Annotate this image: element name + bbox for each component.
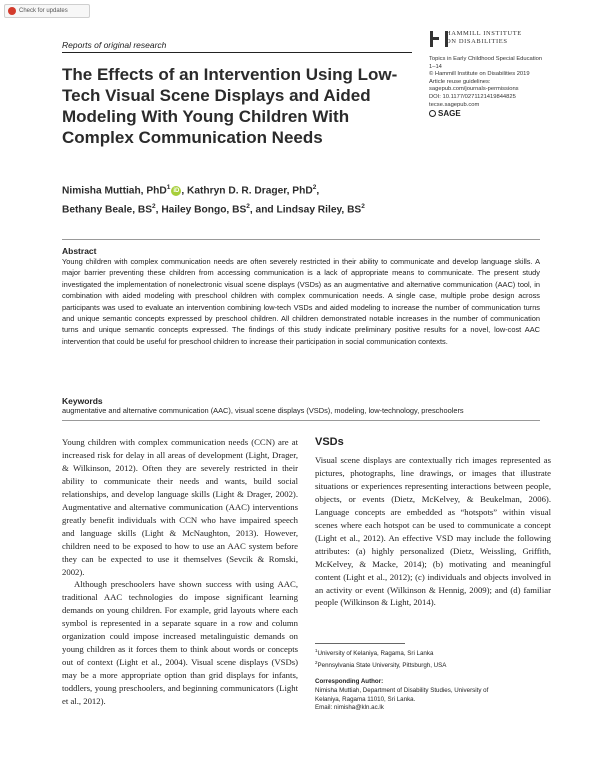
body-column-left xyxy=(62,436,298,708)
author-2-affiliation: 2 xyxy=(312,184,317,191)
copyright: © Hammill Institute on Disabilities 2019 xyxy=(429,71,530,78)
author-5: Lindsay Riley, BS xyxy=(276,204,362,216)
reuse-label: Article reuse guidelines: xyxy=(429,78,491,85)
footnotes xyxy=(315,647,551,713)
author-separator: , xyxy=(181,185,188,197)
affiliation-1 xyxy=(315,647,551,659)
author-3: Bethany Beale, BS xyxy=(62,204,153,216)
orcid-icon[interactable]: iD xyxy=(173,187,180,194)
header-divider xyxy=(62,52,412,53)
sage-label: SAGE xyxy=(438,109,461,119)
corresponding-author-line-1: Nimisha Muttiah, Department of Disability Studies, University of xyxy=(315,686,489,694)
publisher-logo xyxy=(429,30,522,48)
sage-logo xyxy=(429,110,569,118)
affiliation-2-marker: 2 xyxy=(315,659,318,665)
abstract-divider xyxy=(62,239,540,240)
check-for-updates-badge[interactable] xyxy=(4,4,90,18)
publication-info xyxy=(429,56,569,118)
corresponding-author-heading: Corresponding Author: xyxy=(315,678,384,686)
author-4-affiliation: 2 xyxy=(246,203,250,211)
author-5-affiliation: 2 xyxy=(361,203,365,211)
doi-link[interactable]: DOI: 10.1177/0271121419844825 xyxy=(429,93,516,100)
body-paragraph-2: Although preschoolers have shown success with using AAC, traditional AAC technologies do impose significant learning demands on young children. For example, grid layouts where each symbol is represented in a separate square in a row and column organization could impose increased metalinguistic demands on young children as it forces them to think about words or concepts out of context (Light et al., 2004). Visual scene displays (VSDs) may be a more appropriate option than grid displays for infants, toddlers, young preschoolers, and beginning communicators (Light et al., 2012). xyxy=(62,579,298,707)
check-updates-icon xyxy=(8,7,16,15)
vsds-paragraph: Visual scene displays are contextually rich images represented as pictures, photographs, line drawings, or images that illustrate situations or experiences representing interactions between people, objects, or events (Dietz, McKelvey, & Beukelman, 2006). Language concepts are embedded as “hotspots” within visual scenes where each hotspot can be used to communicate a concept (Light et al., 2012). An effective VSD may include the following attributes: (a) highly personalized (Dietz, Weissling, Griffith, McKelvey, & Macke, 2014); (b) motivating and meaningful content (Light et al., 2012); (c) individuals and objects involved in an activity or event (Wilkinson & Hennig, 2009); and (d) familiar people (Wilkinson & Light, 2014). xyxy=(315,455,551,608)
keywords-heading: Keywords xyxy=(62,396,103,406)
hammill-logo-icon xyxy=(429,30,443,48)
author-separator-and: , and xyxy=(249,204,277,216)
author-1: Nimisha Muttiah, PhD xyxy=(62,185,167,197)
author-separator: , xyxy=(155,204,162,216)
abstract-text: Young children with complex communication needs are often severely restricted in their ability to communicate and develop language skills. A major barrier preventing these children from accessing communication is a lack of appropriate means to communicate. The present study investigated the implementation of nonelectronic visual scene displays (VSDs) as an augmentative and alternative communication (AAC) tool, in combination with aided modeling with preschool children with complex communication needs. A single case, multiple probe design across participants was used to evaluate an intervention combining low-tech VSDs and aided modeling to increase the number of communication turns and unique semantic concepts expressed by preschool children. All children demonstrated notable increases in the number of communication turns and unique semantic concepts expressed. The findings of this study indicate preliminary positive results for a novel, low-cost AAC intervention that could be useful for preschool children to increase their participation in social communication contexts. xyxy=(62,257,540,346)
vsds-heading: VSDs xyxy=(315,436,344,448)
keywords-text: augmentative and alternative communication (AAC), visual scene displays (VSDs), modeling, low-technology, preschoolers xyxy=(62,406,464,415)
footnote-divider xyxy=(315,643,405,644)
author-2: Kathryn D. R. Drager, PhD xyxy=(187,185,313,197)
affiliation-1-marker: 1 xyxy=(315,648,318,653)
author-4: Hailey Bongo, BS xyxy=(161,204,247,216)
affiliation-2-text: Pennsylvania State University, Pittsburgh, USA xyxy=(317,661,447,669)
article-title: The Effects of an Intervention Using Low-Tech Visual Scene Displays and Aided Modeling With Young Children With Complex Communication Needs xyxy=(62,65,398,147)
journal-site-link[interactable]: tecse.sagepub.com xyxy=(429,101,480,108)
corresponding-author-email[interactable]: Email: nimisha@kln.ac.lk xyxy=(315,704,384,712)
logo-line-2: ON DISABILITIES xyxy=(446,38,508,45)
author-1-affiliation: 1 xyxy=(166,184,171,191)
author-list xyxy=(62,180,532,219)
logo-line-1: HAMMILL INSTITUTE xyxy=(446,30,522,37)
sage-icon xyxy=(429,110,436,117)
journal-name: Topics in Early Childhood Special Education xyxy=(429,56,543,62)
body-column-right xyxy=(315,436,551,609)
affiliation-2 xyxy=(315,659,551,671)
body-paragraph-1: Young children with complex communication needs (CCN) are at increased risk for delay in all areas of development (Light, Drager, & Wilkinson, 2012). Often they are severely restricted in their ability to communicate their needs and wants, build social relationships, and develop language skills (Light & Drager, 2002). Augmentative and alternative communication (AAC) interventions greatly benefit individuals with CCN who have impaired speech and language skills (Light & McNaughton, 2013). However, children need to be exposed to how to use an AAC system before they can be expected to use it themselves (Sevcik & Romski, 2002). xyxy=(62,437,298,577)
abstract-heading: Abstract xyxy=(62,246,97,256)
badge-label: Check for updates xyxy=(19,8,68,14)
article-type-label: Reports of original research xyxy=(62,40,167,50)
corresponding-author-line-2: Kelaniya, Ragama 11010, Sri Lanka. xyxy=(315,695,416,703)
author-separator: , xyxy=(316,185,320,197)
author-3-affiliation: 2 xyxy=(152,203,156,211)
permissions-link[interactable]: sagepub.com/journals-permissions xyxy=(429,86,519,93)
page-range: 1–14 xyxy=(429,63,442,70)
keywords-divider xyxy=(62,420,540,421)
affiliation-1-text: University of Kelaniya, Ragama, Sri Lanka xyxy=(317,650,434,658)
